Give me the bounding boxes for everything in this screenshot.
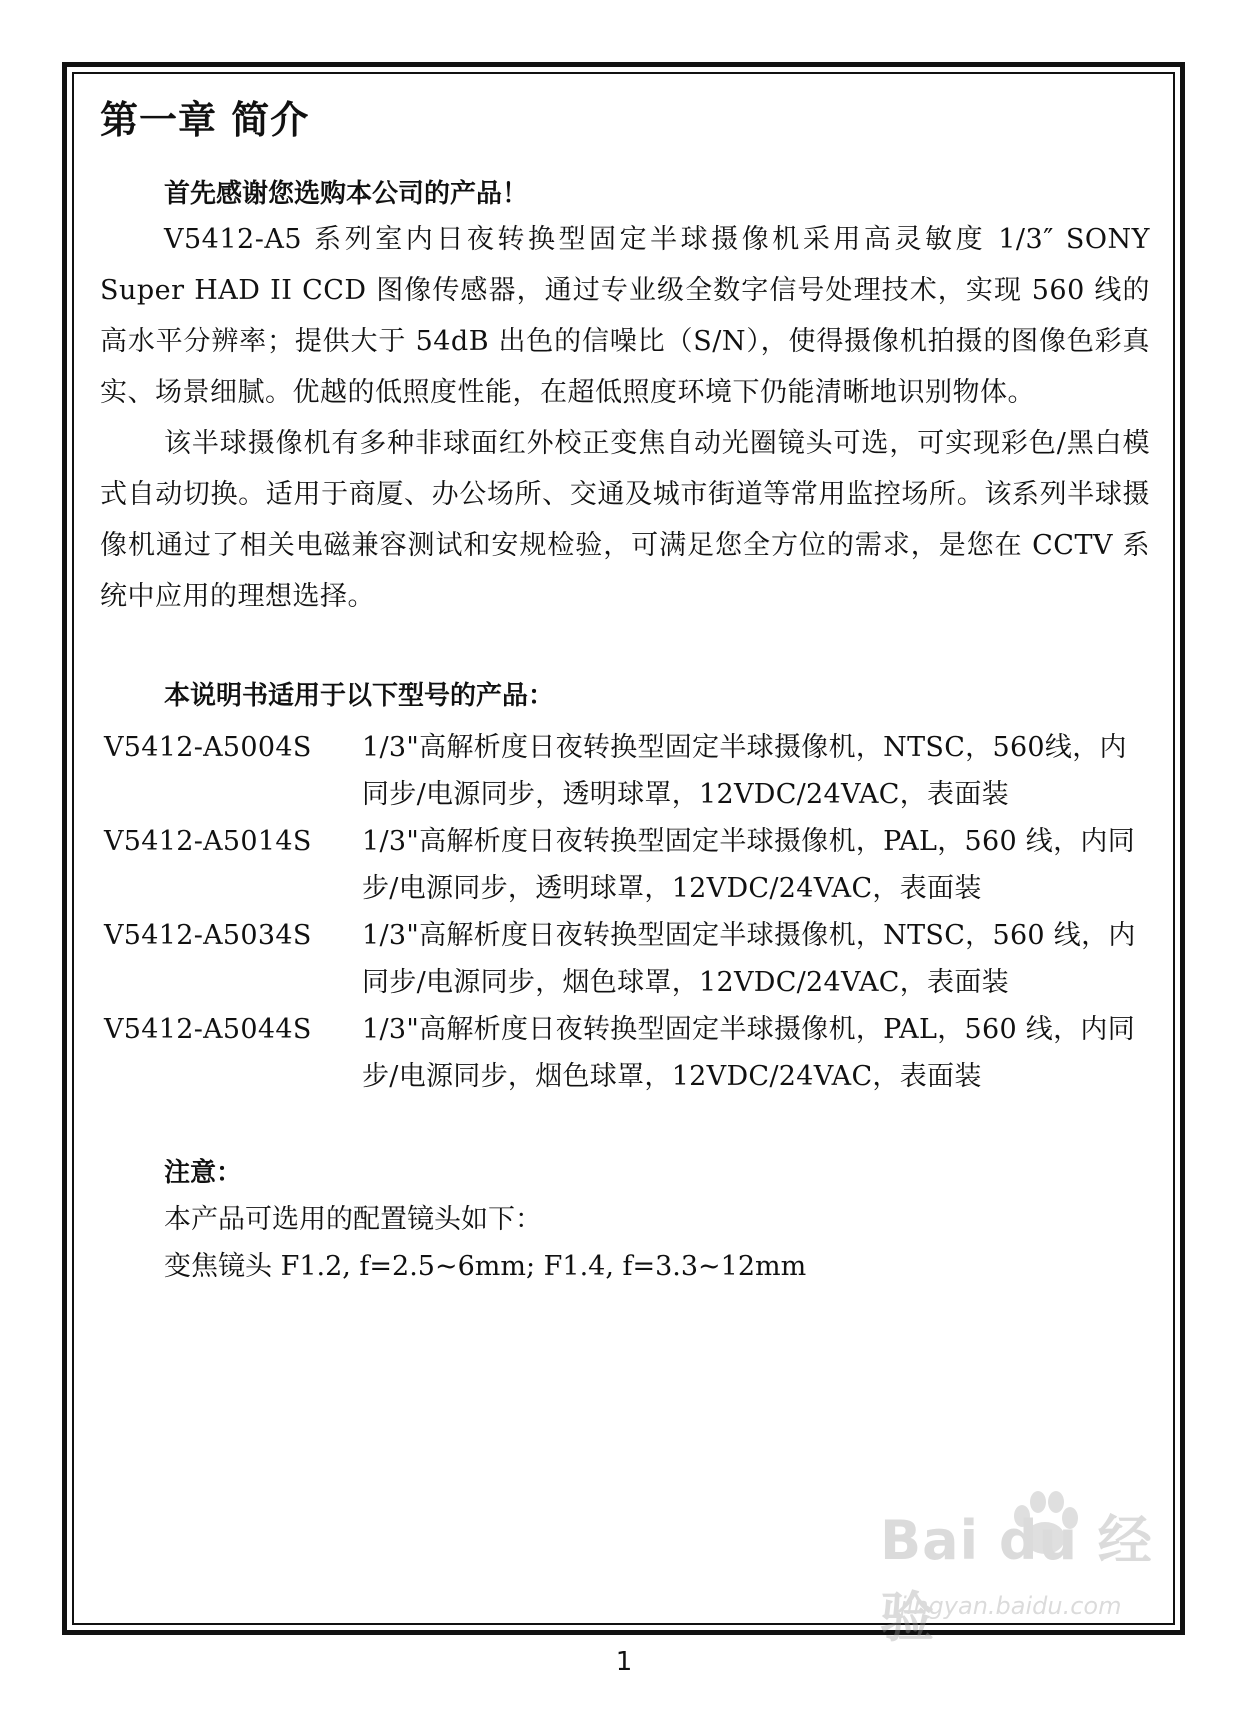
baidu-jingyan-watermark xyxy=(880,1480,1180,1649)
model-description: 1/3"高解析度日夜转换型固定半球摄像机，NTSC，560线，内同步/电源同步，透明球罩，12VDC/24VAC，表面装 xyxy=(362,732,1127,810)
model-description: 1/3"高解析度日夜转换型固定半球摄像机，NTSC，560 线，内同步/电源同步，烟色球罩，12VDC/24VAC，表面装 xyxy=(362,920,1136,998)
intro-paragraph-2: 该半球摄像机有多种非球面红外校正变焦自动光圈镜头可选，可实现彩色/黑白模式自动切换。适用于商厦、办公场所、交通及城市街道等常用监控场所。该系列半球摄像机通过了相关电磁兼容测试和安规检验，可满足您全方位的需求，是您在 CCTV 系统中应用的理想选择。 xyxy=(100,428,1150,612)
chapter-title: 第一章 简介 xyxy=(100,98,310,142)
page-number: 1 xyxy=(615,1647,633,1677)
document-body xyxy=(100,84,1150,1290)
note-line-2: 变焦镜头 F1.2, f=2.5~6mm; F1.4, f=3.3~12mm xyxy=(164,1251,807,1282)
model-description: 1/3"高解析度日夜转换型固定半球摄像机，PAL，560 线，内同步/电源同步，透明球罩，12VDC/24VAC，表面装 xyxy=(362,826,1136,904)
model-description: 1/3"高解析度日夜转换型固定半球摄像机，PAL，560 线，内同步/电源同步，烟色球罩，12VDC/24VAC，表面装 xyxy=(362,1014,1136,1092)
intro-paragraph-1: V5412-A5 系列室内日夜转换型固定半球摄像机采用高灵敏度 1/3″ SONY Super HAD II CCD 图像传感器，通过专业级全数字信号处理技术，实现 560 线的高水平分辨率；提供大于 54dB 出色的信噪比（S/N），使得摄像机拍摄的图像色彩真实、场景细腻。优越的低照度性能，在超低照度环境下仍能清晰地识别物体。 xyxy=(100,224,1150,408)
model-code: V5412-A5014S xyxy=(104,826,312,857)
model-code: V5412-A5004S xyxy=(104,732,312,763)
model-row xyxy=(100,912,1150,1006)
model-row xyxy=(100,724,1150,818)
greeting-line: 首先感谢您选购本公司的产品！ xyxy=(164,179,529,209)
watermark-url: jingyan.baidu.com xyxy=(900,1592,1122,1620)
model-code: V5412-A5034S xyxy=(104,920,312,951)
models-heading: 本说明书适用于以下型号的产品： xyxy=(164,681,555,711)
note-heading: 注意： xyxy=(164,1158,243,1188)
model-code: V5412-A5044S xyxy=(104,1014,312,1045)
model-row xyxy=(100,818,1150,912)
model-list xyxy=(100,724,1150,1100)
note-line-1: 本产品可选用的配置镜头如下： xyxy=(164,1204,542,1235)
watermark-logo-text: Bai du 经验 xyxy=(880,1509,1153,1649)
model-row xyxy=(100,1006,1150,1100)
